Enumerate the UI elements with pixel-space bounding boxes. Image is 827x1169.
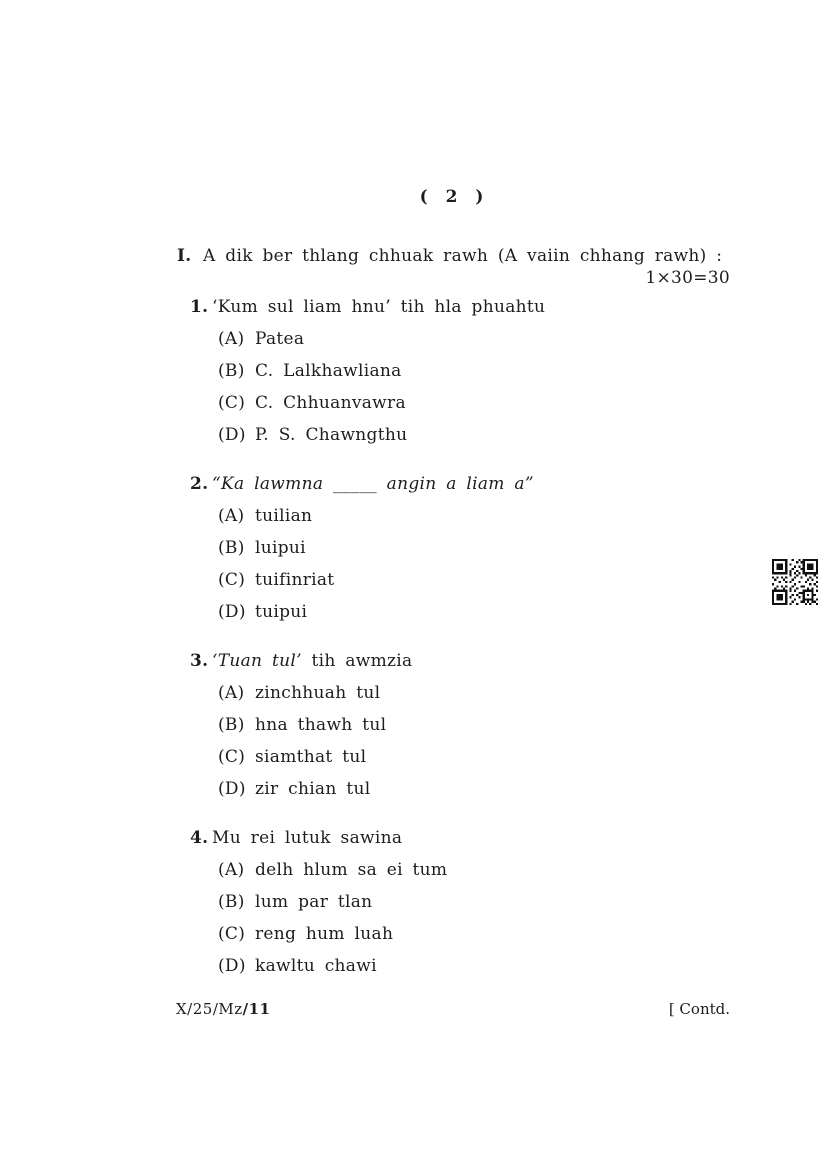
option-label: (C) bbox=[218, 570, 246, 590]
question-4 bbox=[177, 827, 730, 977]
question-3-head bbox=[190, 650, 730, 672]
question-1 bbox=[177, 296, 730, 446]
question-number: 1. bbox=[190, 297, 209, 317]
question-text: “Ka lawmna _____ angin a liam a” bbox=[212, 474, 534, 494]
question-text: Mu rei lutuk sawina bbox=[212, 828, 403, 848]
option-label: (A) bbox=[218, 683, 245, 703]
option-label: (B) bbox=[218, 361, 245, 381]
section-marks: 1×30=30 bbox=[645, 268, 730, 288]
option-row bbox=[218, 923, 730, 945]
question-4-options bbox=[190, 859, 730, 977]
question-1-options bbox=[190, 328, 730, 446]
option-text: tuifinriat bbox=[255, 570, 335, 590]
option-text: reng hum luah bbox=[255, 924, 394, 944]
option-text: zir chian tul bbox=[255, 779, 371, 799]
option-text: hna thawh tul bbox=[255, 715, 387, 735]
question-text-rest: tih awmzia bbox=[301, 651, 413, 671]
option-label: (C) bbox=[218, 393, 246, 413]
option-label: (A) bbox=[218, 860, 245, 880]
question-4-head bbox=[190, 827, 730, 849]
option-label: (B) bbox=[218, 538, 245, 558]
option-text: C. Lalkhawliana bbox=[255, 361, 402, 381]
question-3-options bbox=[190, 682, 730, 800]
option-row bbox=[218, 328, 730, 350]
option-label: (D) bbox=[218, 956, 246, 976]
option-text: zinchhuah tul bbox=[255, 683, 381, 703]
option-row bbox=[218, 569, 730, 591]
option-text: kawltu chawi bbox=[255, 956, 377, 976]
option-row bbox=[218, 682, 730, 704]
footer-contd: [ Contd. bbox=[668, 1000, 730, 1018]
option-text: C. Chhuanvawra bbox=[255, 393, 406, 413]
option-text: Patea bbox=[255, 329, 305, 349]
option-label: (A) bbox=[218, 506, 245, 526]
paper-code-suffix: /11 bbox=[242, 1000, 271, 1018]
option-row bbox=[218, 746, 730, 768]
option-row bbox=[218, 859, 730, 881]
question-text: ‘Kum sul liam hnu’ tih hla phuahtu bbox=[212, 297, 546, 317]
option-text: delh hlum sa ei tum bbox=[255, 860, 448, 880]
option-label: (D) bbox=[218, 779, 246, 799]
page-number: ( 2 ) bbox=[419, 187, 488, 207]
option-text: siamthat tul bbox=[255, 747, 367, 767]
option-row bbox=[218, 714, 730, 736]
option-row bbox=[218, 424, 730, 446]
option-row bbox=[218, 891, 730, 913]
question-number: 2. bbox=[190, 474, 209, 494]
option-label: (A) bbox=[218, 329, 245, 349]
option-text: lum par tlan bbox=[255, 892, 373, 912]
question-3 bbox=[177, 650, 730, 800]
question-number: 3. bbox=[190, 651, 209, 671]
option-label: (B) bbox=[218, 715, 245, 735]
option-text: luipui bbox=[255, 538, 306, 558]
option-text: P. S. Chawngthu bbox=[255, 425, 408, 445]
option-label: (C) bbox=[218, 747, 246, 767]
page-content bbox=[177, 186, 730, 977]
option-row bbox=[218, 955, 730, 977]
option-label: (B) bbox=[218, 892, 245, 912]
question-number: 4. bbox=[190, 828, 209, 848]
option-text: tuipui bbox=[255, 602, 308, 622]
option-row bbox=[218, 778, 730, 800]
option-row bbox=[218, 537, 730, 559]
option-text: tuilian bbox=[255, 506, 313, 526]
section-numeral: I. bbox=[177, 246, 192, 266]
footer-paper-code bbox=[176, 1000, 271, 1018]
section-instruction-text: A dik ber thlang chhuak rawh (A vaiin chhang rawh) : bbox=[203, 246, 723, 266]
section-instruction bbox=[177, 245, 730, 267]
option-row bbox=[218, 601, 730, 623]
qr-code bbox=[772, 559, 818, 605]
question-text bbox=[212, 650, 412, 672]
option-label: (C) bbox=[218, 924, 246, 944]
option-label: (D) bbox=[218, 425, 246, 445]
question-text-quoted: ‘Tuan tul’ bbox=[212, 651, 302, 671]
question-2-options bbox=[190, 505, 730, 623]
question-1-head bbox=[190, 296, 730, 318]
option-row bbox=[218, 392, 730, 414]
option-row bbox=[218, 360, 730, 382]
option-row bbox=[218, 505, 730, 527]
question-2-head bbox=[190, 473, 730, 495]
question-2 bbox=[177, 473, 730, 623]
paper-code-prefix: X/25/Mz bbox=[176, 1000, 243, 1018]
option-label: (D) bbox=[218, 602, 246, 622]
